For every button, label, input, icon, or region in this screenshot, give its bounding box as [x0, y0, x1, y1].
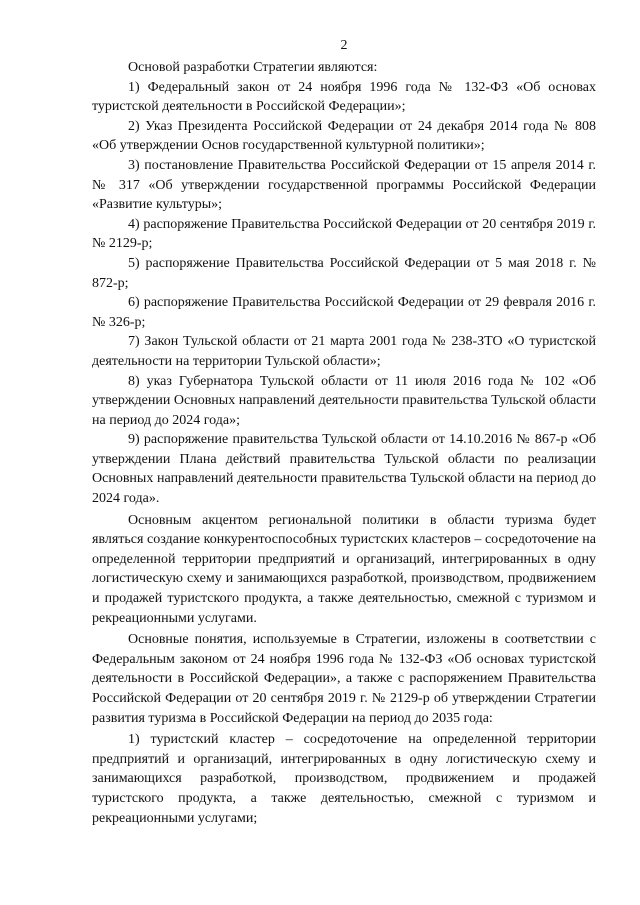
list-item-5: 5) распоряжение Правительства Российской Федерации от 5 мая 2018 г. № 872-р; [92, 255, 596, 291]
list-item-8: 8) указ Губернатора Тульской области от 11 июля 2016 года № 102 «Об утверждении Основных направлений деятельности правительства Тульской области на период до 2024 года»; [92, 373, 596, 428]
page-number: 2 [340, 38, 348, 53]
list-item-9: 9) распоряжение правительства Тульской области от 14.10.2016 № 867-р «Об утверждении Плана действий правительства Тульской области по реализации Основных направлений деятельности правительства Тульской области на период до 2024 года». [92, 432, 596, 507]
list-item-2: 2) Указ Президента Российской Федерации от 24 декабря 2014 года № 808 «Об утверждении Основ государственной культурной политики»; [92, 118, 596, 154]
definition-cluster: 1) туристский кластер – сосредоточение на определенной территории предприятий и организаций, интегрированных в одну логистическую схему и занимающихся разработкой, производством, продвижением и продажей туристского продукта, а также деятельностью, смежной с туризмом и рекреационными услугами; [92, 732, 596, 826]
terms-paragraph: Основные понятия, используемые в Стратегии, изложены в соответствии с Федеральным законом от 24 ноября 1996 года № 132-ФЗ «Об основах туристской деятельности в Российской Федерации», а также с распоряжением Правительства Российской Федерации от 20 сентября 2019 г. № 2129-р об утверждении Стратегии развития туризма в Российской Федерации на период до 2035 года: [92, 632, 596, 726]
intro-paragraph: Основой разработки Стратегии являются: [128, 60, 378, 75]
list-item-3: 3) постановление Правительства Российской Федерации от 15 апреля 2014 г. № 317 «Об утверждении государственной программы Российской Федерации «Развитие культуры»; [92, 157, 596, 213]
list-item-6: 6) распоряжение Правительства Российской Федерации от 29 февраля 2016 г. № 326-р; [92, 295, 596, 330]
list-item-4: 4) распоряжение Правительства Российской Федерации от 20 сентября 2019 г. № 2129-р; [92, 216, 596, 252]
document-body [92, 58, 596, 828]
accent-paragraph: Основным акцентом региональной политики в области туризма будет являться создание конкурентоспособных туристских кластеров – сосредоточение на определенной территории предприятий и организаций, интегрированных в одну логистическую схему и занимающихся разработкой, производством, продвижением и продажей туристского продукта, а также деятельностью, смежной с туризмом и рекреационными услугами. [92, 512, 596, 626]
list-item-7: 7) Закон Тульской области от 21 марта 2001 года № 238-ЗТО «О туристской деятельности на территории Тульской области»; [92, 334, 596, 369]
list-item-1: 1) Федеральный закон от 24 ноября 1996 года № 132-ФЗ «Об основах туристской деятельности в Российской Федерации»; [92, 79, 596, 115]
